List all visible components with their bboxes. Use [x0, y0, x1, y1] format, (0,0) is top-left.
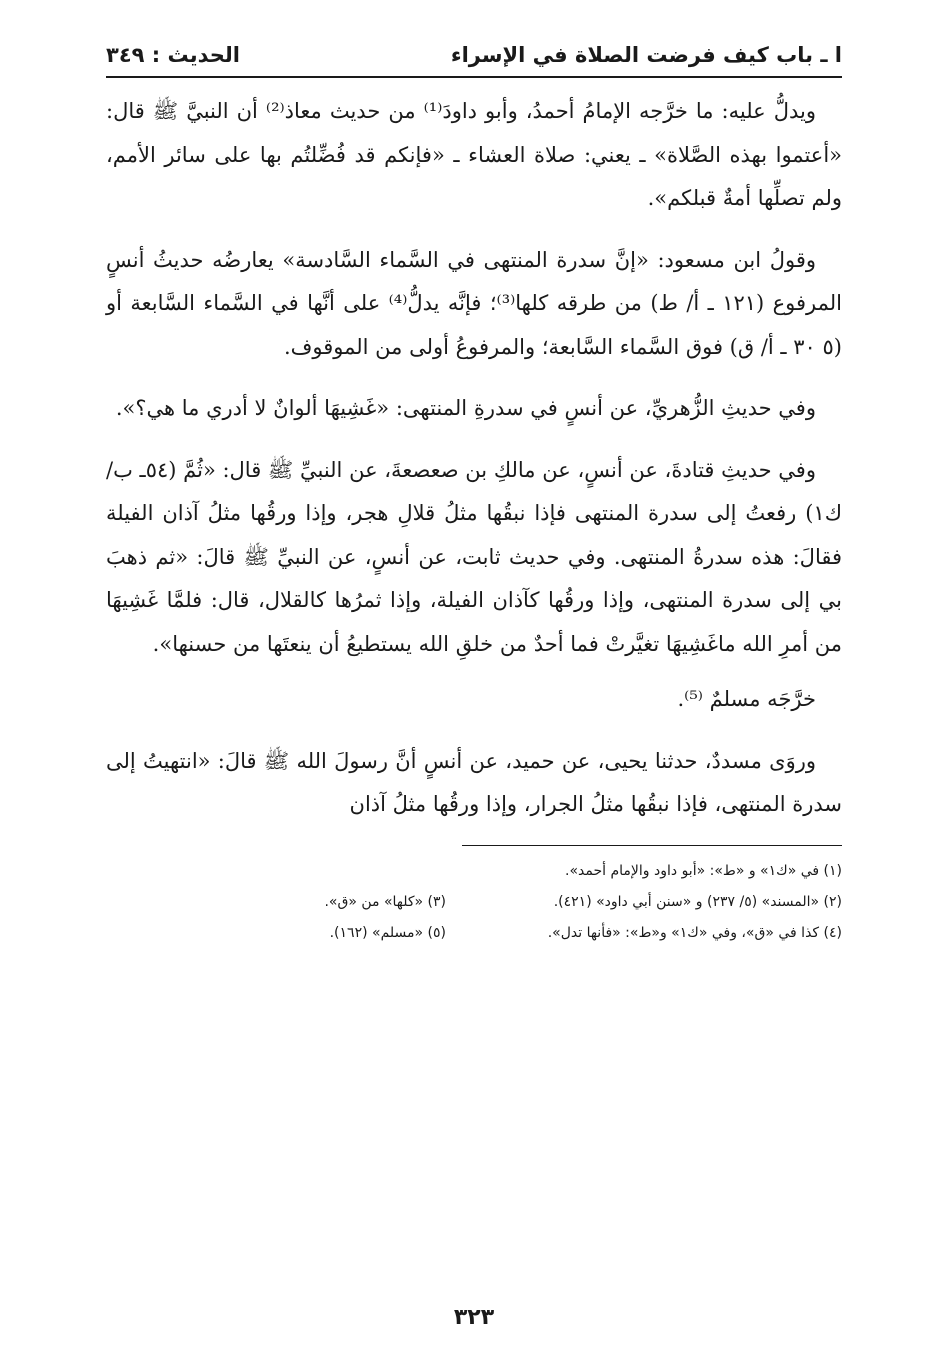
paragraph: وفي حديثِ قتادةَ، عن أنسٍ، عن مالكِ بن صعصعةَ، عن النبيِّ ﷺ قال: «ثُمَّ (٥٤ـ ب/ ك١) رفعتُ إلى سدرة المنتهى فإذا نبقُها مثلُ قلالِ هجر، وإذا ورقُها مثلُ آذان الفيلة فقالَ: هذه سدرةُ المنتهى. وفي حديث ثابت، عن أنسٍ، عن النبيِّ ﷺ قالَ: «ثم ذهبَ بي إلى سدرة المنتهى، وإذا ورقُها كآذان الفيلة، وإذا ثمرُها كالقلال، قال: فلمَّا غَشِيهَا من أمرِ الله ماغَشِيهَا تغيَّرتْ فما أحدٌ من خلقِ الله يستطيعُ أن ينعتَها من حسنها».: [106, 457, 842, 656]
paragraph: ويدلُّ عليه: ما خرَّجه الإمامُ أحمدُ، وأبو داودَ⁽¹⁾ من حديث معاذ⁽²⁾ أن النبيَّ ﷺ قال: «أعتموا بهذه الصَّلاة» ـ يعني: صلاة العشاء ـ «فإنكم قد فُضِّلتُم بها على سائر الأمم، ولم تصلِّها أمةٌ قبلكم».: [106, 99, 842, 210]
footnote-divider: [462, 845, 842, 846]
main-text: [106, 90, 842, 827]
footnotes: [106, 856, 842, 949]
footnote-5: (٥) «مسلم» (١٦٢).: [329, 924, 446, 941]
header-rule: [106, 76, 842, 78]
footnote-1: (١) في «ك١» و «ط»: «أبو داود والإمام أحمد».: [565, 862, 842, 879]
footnote-4: (٤) كذا في «ق»، وفي «ك١» و«ط»: «فأنها تدل».: [547, 924, 842, 941]
paragraph: خرَّجَه مسلمٌ ⁽⁵⁾.: [677, 687, 816, 711]
chapter-title: ا ـ باب كيف فرضت الصلاة في الإسراء: [450, 43, 842, 67]
footnote-2: (٢) «المسند» (٥/ ٢٣٧) و «سنن أبي داود» (٤٢١).: [553, 893, 842, 910]
book-page: [106, 40, 842, 1330]
hadith-number: الحديث : ٣٤٩: [106, 43, 240, 67]
footnote-3: (٣) «كلها» من «ق».: [324, 893, 446, 910]
footnote-row: [106, 856, 842, 887]
page-number: ٣٢٣: [453, 1305, 495, 1330]
paragraph: وقولُ ابن مسعود: «إنَّ سدرة المنتهى في السَّماء السَّادسة» يعارضُه حديثُ أنسٍ المرفوع (١٢١ ـ أ/ ط) من طرقه كلها⁽³⁾؛ فإنَّه يدلُّ⁽⁴⁾ على أنَّها في السَّماء السَّابعة أو (٥ ٣٠ ـ أ/ ق) فوق السَّماء السَّابعة؛ والمرفوعُ أولى من الموقوف.: [106, 247, 843, 359]
footnote-row: [106, 887, 842, 918]
running-header: [106, 40, 842, 70]
paragraph: وفي حديثِ الزُّهريِّ، عن أنسٍ في سدرةِ المنتهى: «غَشِيهَا ألوانٌ لا أدري ما هي؟».: [115, 396, 816, 420]
paragraph: وروَى مسددٌ، حدثنا يحيى، عن حميد، عن أنسٍ أنَّ رسولَ الله ﷺ قالَ: «انتهيتُ إلى سدرة المنتهى، فإذا نبقُها مثلُ الجرار، وإذا ورقُها مثلُ آذان: [106, 748, 842, 816]
footnote-row: [106, 918, 842, 949]
